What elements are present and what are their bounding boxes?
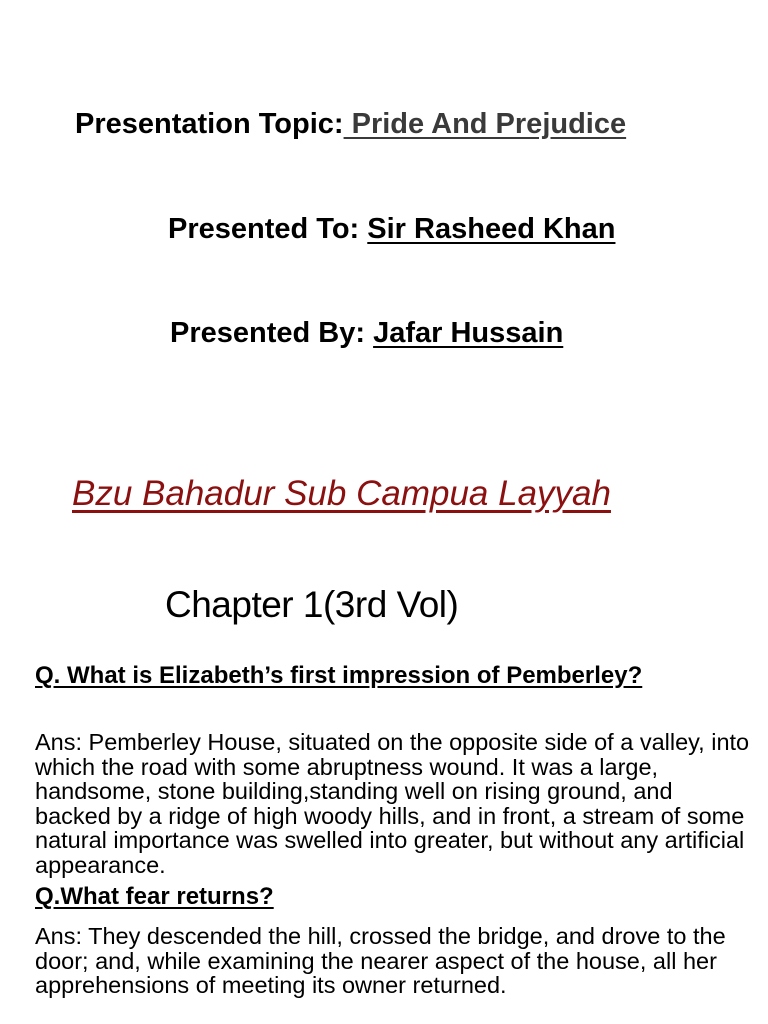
presentation-topic — [75, 108, 626, 141]
question-2: Q.What fear returns? — [35, 883, 274, 910]
presented-by-label: Presented By: — [170, 317, 374, 349]
topic-value: Pride And Prejudice — [343, 108, 627, 140]
campus-name: Bzu Bahadur Sub Campua Layyah — [72, 474, 611, 513]
chapter-title: Chapter 1(3rd Vol) — [165, 584, 459, 625]
presented-by-value: Jafar Hussain — [373, 317, 564, 349]
question-1: Q. What is Elizabeth’s first impression of Pemberley? — [35, 662, 643, 689]
presented-to — [168, 213, 615, 246]
topic-label: Presentation Topic: — [75, 108, 344, 140]
presented-by — [170, 317, 563, 350]
answer-2: Ans: They descended the hill, crossed the bridge, and drove to the door; and, while examining the nearer aspect of the house, all her apprehensions of meeting its owner returned. — [35, 923, 726, 998]
presented-to-value: Sir Rasheed Khan — [367, 213, 616, 245]
answer-1: Ans: Pemberley House, situated on the opposite side of a valley, into which the road with some abruptness wound. It was a large, handsome, stone building,standing well on rising ground, and backed by a ridge of high woody hills, and in front, a stream of some natural importance was swelled into greater, but without any artificial appearance. — [35, 729, 750, 878]
presented-to-label: Presented To: — [168, 213, 368, 245]
